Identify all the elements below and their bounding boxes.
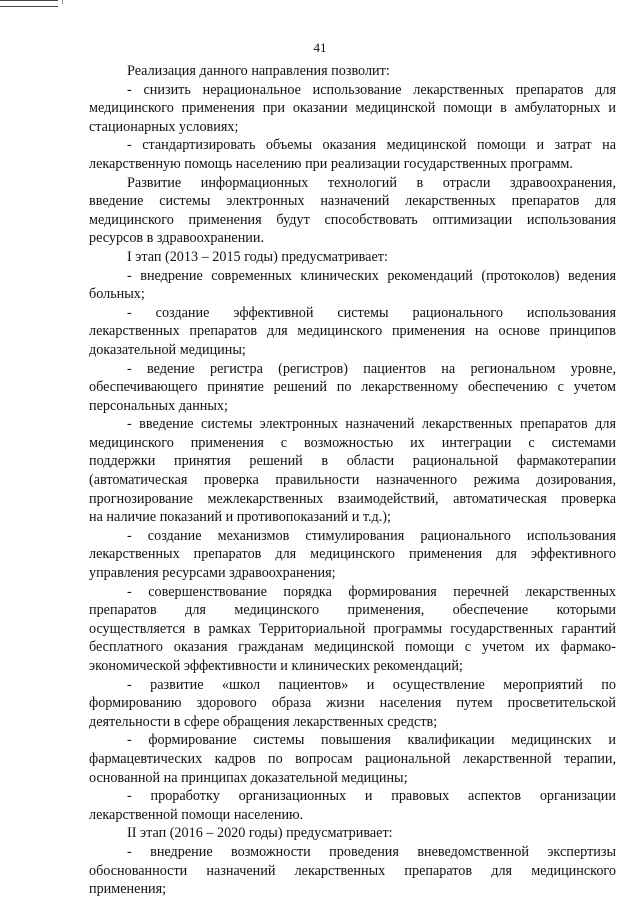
text-line: - внедрение современных клинических рекомендаций (протоколов) ведения bbox=[127, 267, 616, 284]
text-line: формированию здорового образа жизни населения путем просветительской bbox=[89, 695, 616, 712]
text-line: - введение системы электронных назначений лекарственных препаратов для bbox=[127, 416, 616, 433]
text-line: - формирование системы повышения квалификации медицинских и bbox=[127, 732, 616, 749]
text-line: стационарных условиях; bbox=[89, 118, 239, 135]
text-line: экономической эффективности и клинических рекомендаций; bbox=[89, 658, 463, 674]
text-line: лекарственную помощь населению при реализации государственных программ. bbox=[89, 155, 573, 172]
text-line: управления ресурсами здравоохранения; bbox=[89, 565, 336, 582]
text-line: - внедрение возможности проведения вневедомственной экспертизы bbox=[127, 843, 616, 860]
text-line: введение системы электронных назначений лекарственных препаратов для bbox=[89, 193, 616, 210]
text-line: - ведение регистра (регистров) пациентов на региональном уровне, bbox=[127, 360, 616, 377]
text-line: основанной на принципах доказательной медицины; bbox=[89, 769, 408, 786]
text-line: применения; bbox=[89, 881, 167, 898]
scan-corner-mark bbox=[0, 0, 58, 7]
text-line: - проработку организационных и правовых аспектов организации bbox=[127, 788, 616, 805]
text-line: медицинского применения с возможностью их интеграции с системами bbox=[89, 434, 616, 451]
text-line: Развитие информационных технологий в отрасли здравоохранения, bbox=[127, 174, 616, 191]
text-line: медицинского применения при оказании медицинской помощи в амбулаторных и bbox=[89, 100, 616, 117]
text-line: - создание механизмов стимулирования рационального использования bbox=[127, 527, 616, 544]
text-line: доказательной медицины; bbox=[89, 341, 246, 358]
text-line: на наличие показаний и противопоказаний и т.д.); bbox=[89, 509, 391, 526]
text-line: I этап (2013 – 2015 годы) предусматривает: bbox=[127, 248, 388, 265]
text-line: - совершенствование порядка формирования перечней лекарственных bbox=[127, 583, 616, 600]
text-line: лекарственной помощи населению. bbox=[89, 806, 304, 823]
page-number: 41 bbox=[313, 40, 327, 55]
text-line: больных; bbox=[89, 286, 145, 303]
text-line: Реализация данного направления позволит: bbox=[127, 63, 390, 79]
document-body bbox=[89, 62, 616, 899]
text-line: фармацевтических кадров по вопросам рациональной лекарственной терапии, bbox=[89, 750, 616, 767]
text-line: - стандартизировать объемы оказания медицинской помощи и затрат на bbox=[127, 137, 616, 154]
text-line: лекарственных препаратов для медицинского применения на основе принципов bbox=[89, 323, 616, 340]
text-line: II этап (2016 – 2020 годы) предусматривает: bbox=[127, 825, 393, 842]
text-line: ресурсов в здравоохранении. bbox=[89, 230, 265, 247]
text-line: поддержки принятия решений в области рациональной фармакотерапии bbox=[89, 453, 616, 470]
text-line: обоснованности назначений лекарственных препаратов для медицинского bbox=[89, 862, 616, 879]
text-line: медицинского применения будут способствовать оптимизации использования bbox=[89, 211, 616, 228]
text-line: лекарственных препаратов для медицинского применения для эффективного bbox=[89, 546, 616, 563]
text-line: обеспечивающего принятие решений по лекарственному обеспечению с учетом bbox=[89, 379, 616, 396]
text-line: прогнозирование межлекарственных взаимодействий, автоматическая проверка bbox=[89, 490, 616, 507]
text-line: деятельности в сфере обращения лекарственных средств; bbox=[89, 713, 438, 730]
scan-corner-tick bbox=[62, 0, 67, 4]
text-line: - снизить нерациональное использование лекарственных препаратов для bbox=[127, 81, 616, 98]
text-line: препаратов для медицинского применения, обеспечение которыми bbox=[89, 602, 616, 619]
text-line: (автоматическая проверка правильности назначенного режима дозирования, bbox=[89, 472, 616, 489]
text-line: - развитие «школ пациентов» и осуществление мероприятий по bbox=[127, 676, 616, 693]
text-line: персональных данных; bbox=[89, 397, 228, 414]
text-line: осуществляется в рамках Территориальной программы государственных гарантий bbox=[89, 620, 616, 637]
text-line: бесплатного оказания гражданам медицинской помощи с учетом их фармако- bbox=[89, 639, 616, 656]
text-line: - создание эффективной системы рационального использования bbox=[127, 304, 616, 321]
